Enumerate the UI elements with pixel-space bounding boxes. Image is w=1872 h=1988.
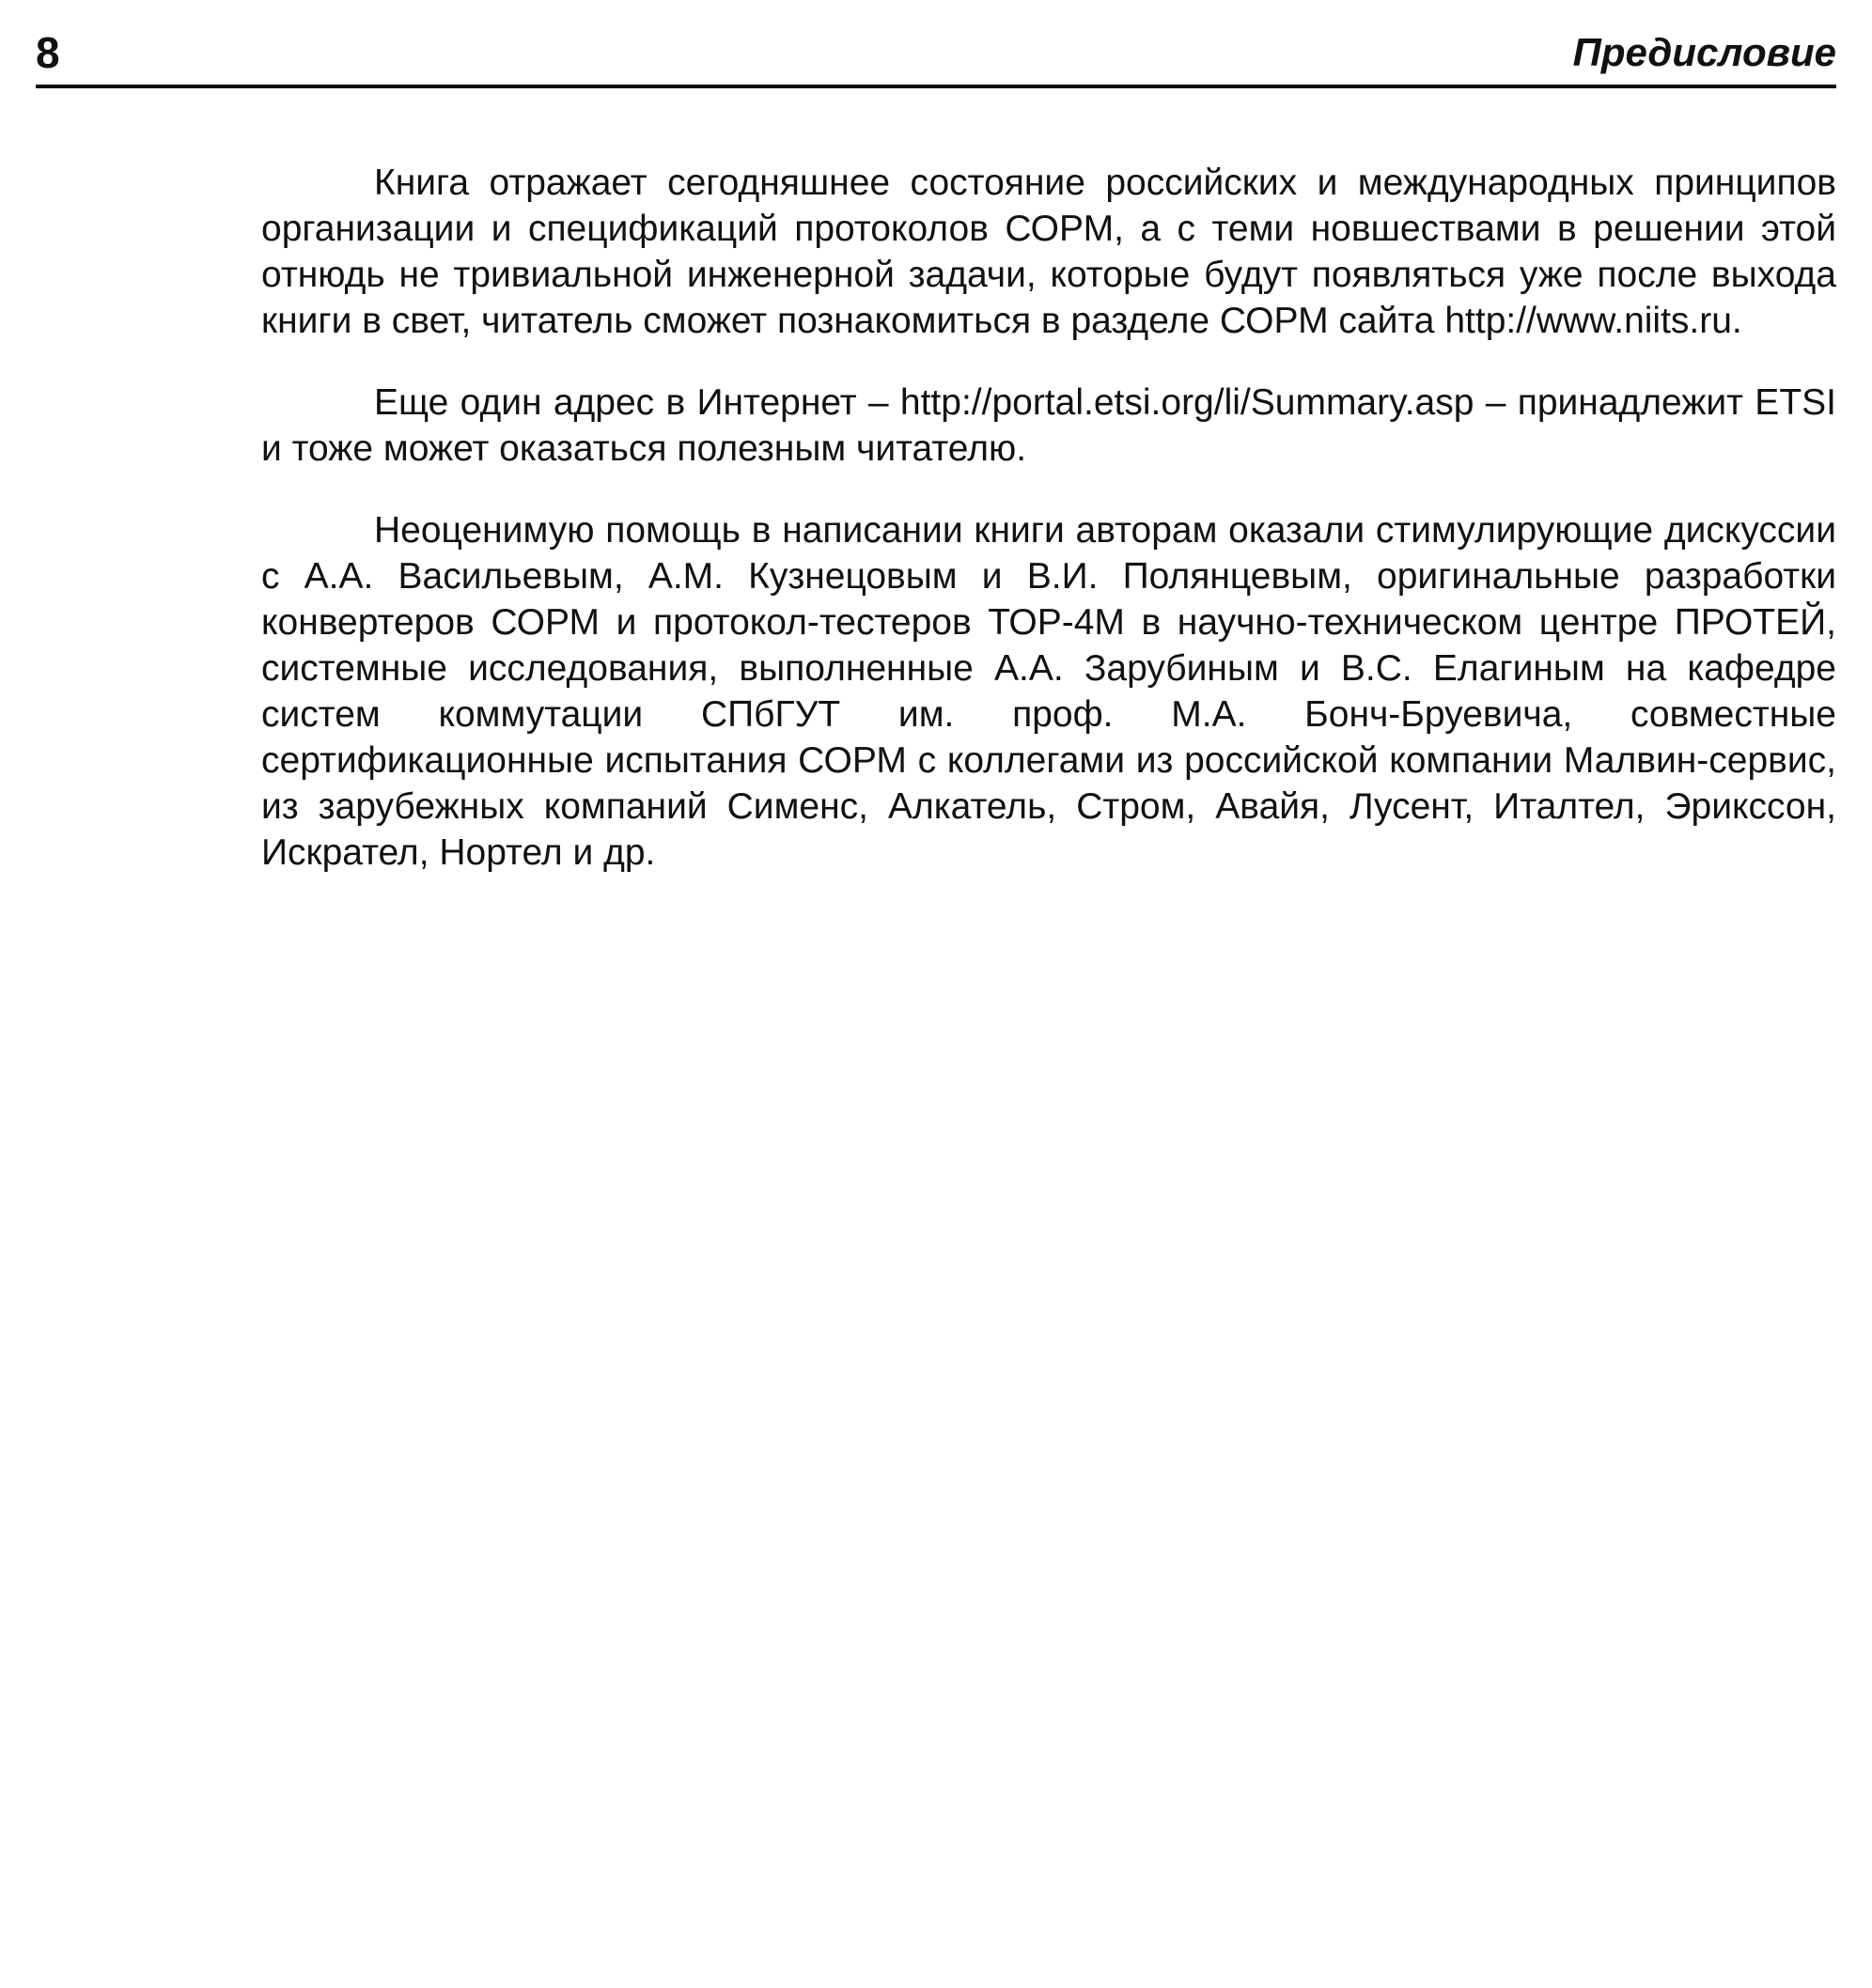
body-text <box>261 160 1836 876</box>
page-header <box>36 28 1836 88</box>
paragraph-etsi-address: Еще один адрес в Интернет – http://portal.etsi.org/li/Summary.asp – принадлежит ETSI и тоже может оказаться полезным читателю. <box>261 382 1836 469</box>
paragraph-acknowledgements: Неоценимую помощь в написании книги авторам оказали стимулирующие дискуссии с А.А. Васильевым, А.М. Кузнецовым и В.И. Полянцевым, оригинальные разработки конвертеров СОРМ и протокол-тестеров ТОР-4М в научно-техническом центре ПРОТЕЙ, системные исследования, выполненные А.А. Зарубиным и В.С. Елагиным на кафедре систем коммутации СПбГУТ им. проф. М.А. Бонч-Бруевича, совместные сертификационные испытания СОРМ с коллегами из российской компании Малвин-сервис, из зарубежных компаний Сименс, Алкатель, Стром, Авайя, Лусент, Италтел, Эрикссон, Искрател, Нортел и др. <box>261 510 1836 873</box>
paragraph-book-state: Книга отражает сегодняшнее состояние российских и международных принципов организации и спецификаций протоколов СОРМ, а с теми новшествами в решении этой отнюдь не тривиальной инженерной задачи, которые будут появляться уже после выхода книги в свет, читатель сможет познакомиться в разделе СОРМ сайта http://www.niits.ru. <box>261 163 1836 341</box>
page-number: 8 <box>36 28 60 77</box>
running-title: Предисловие <box>1572 30 1836 74</box>
